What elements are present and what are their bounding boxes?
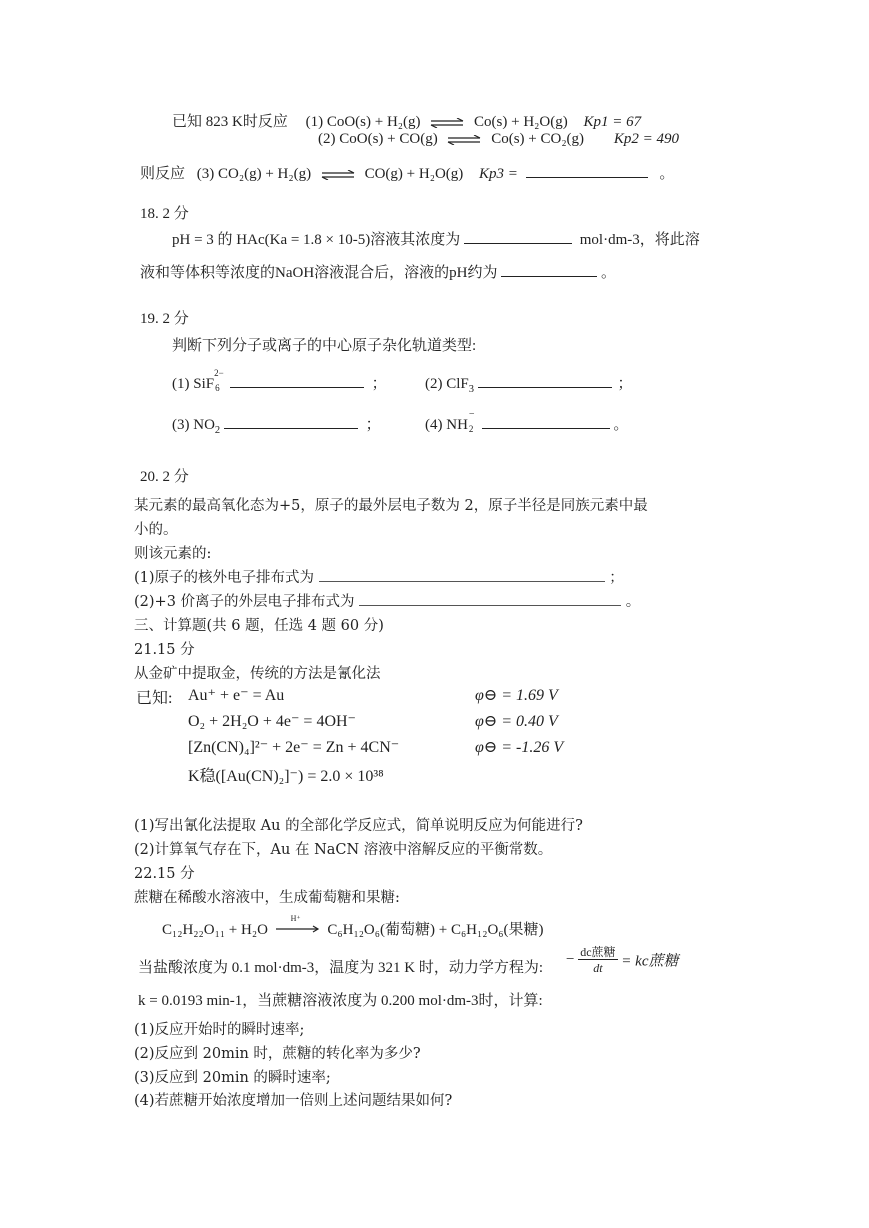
q18-header: 18. 2 分 — [140, 206, 189, 222]
q22-condition-a: 当盐酸浓度为 0.1 mol·dm-3，温度为 321 K 时，动力学方程为: — [138, 960, 543, 976]
q22-rate-fraction — [578, 946, 617, 974]
q22-rate-den: dt — [593, 961, 603, 975]
q18-line1-a: pH = 3 的 HAc(Ka = 1.8 × 10-5)溶液其浓度为 — [172, 232, 461, 248]
q22-condition-b: k = 0.0193 min-1，当蔗糖溶液浓度为 0.200 mol·dm-3时，计算: — [138, 993, 543, 1009]
q19-item-1-sup: 2− — [214, 368, 224, 378]
arrow-right-icon — [276, 925, 320, 933]
q19-intro: 判断下列分子或离子的中心原子杂化轨道类型: — [172, 338, 477, 354]
q19-item-3-label: (3) NO — [172, 417, 215, 433]
q20-line-3: 则该元素的: — [134, 546, 212, 562]
q17-given-prefix: 已知 823 K时反应 — [172, 114, 288, 130]
q17-r3-left: CO₂(g) + H₂(g) — [218, 166, 312, 182]
q21-eq-4: K稳([Au(CN)₂]⁻) = 2.0 × 10³⁸ — [188, 768, 384, 785]
q19-item-2-label: (2) ClF — [425, 376, 469, 392]
q18-line2-b: 。 — [601, 265, 617, 281]
q18-line1-b: mol·dm-3，将此溶 — [579, 232, 700, 248]
q22-question-3: (3)反应到 20min 的瞬时速率; — [134, 1070, 331, 1086]
q20-line-2: 小的。 — [134, 522, 178, 538]
q18-blank-1[interactable] — [464, 229, 572, 244]
q18-line-1 — [172, 228, 700, 249]
q17-given-line-1 — [172, 110, 641, 131]
q21-phi-2: φ⊖ = 0.40 V — [475, 713, 558, 730]
equilibrium-arrow-icon — [430, 118, 464, 128]
q19-item-2 — [425, 372, 633, 395]
q20-header: 20. 2 分 — [140, 469, 189, 485]
q19-item-4-label: (4) NH — [425, 417, 468, 433]
q20-line4-text: (1)原子的核外电子排布式为 — [134, 570, 315, 586]
q19-header: 19. 2 分 — [140, 311, 189, 327]
q17-answer-blank[interactable] — [526, 163, 648, 178]
q19-item-4-sup: − — [468, 409, 475, 420]
q17-given-line-2 — [318, 131, 679, 148]
q19-item-1-label: (1) SiF — [172, 376, 215, 392]
q20-blank-2[interactable] — [359, 592, 621, 606]
q21-phi-1: φ⊖ = 1.69 V — [475, 687, 558, 704]
q19-item-1-sub: 6 — [215, 383, 220, 393]
q21-eq-3: [Zn(CN)₄]²⁻ + 2e⁻ = Zn + 4CN⁻ — [188, 739, 400, 756]
q22-reaction — [162, 914, 544, 939]
q17-r3-prefix: 则反应 — [140, 166, 186, 182]
q22-rate-rhs: = kc蔗糖 — [621, 953, 679, 970]
q20-line4-end: ； — [609, 570, 624, 586]
q20-line5-end: 。 — [625, 594, 641, 610]
q18-line2-a: 液和等体积等浓度的NaOH溶液混合后，溶液的pH约为 — [140, 265, 498, 281]
q22-intro: 蔗糖在稀酸水溶液中，生成葡萄糖和果糖: — [134, 890, 400, 906]
q18-blank-2[interactable] — [501, 262, 597, 277]
q19-item-2-end: ； — [617, 376, 633, 392]
q20-line-5 — [134, 590, 640, 611]
q21-eq-1: Au⁺ + e⁻ = Au — [188, 687, 285, 704]
q19-item-4 — [425, 409, 629, 434]
q20-line5-text: (2)+3 价离子的外层电子排布式为 — [134, 594, 355, 610]
q22-question-1: (1)反应开始时的瞬时速率; — [134, 1022, 305, 1038]
q17-r1-left: CoO(s) + H₂(g) — [326, 114, 421, 130]
q21-header: 21.15 分 — [134, 642, 195, 658]
q19-item-3 — [172, 413, 381, 436]
q17-r3-k: Kp3 = — [479, 166, 518, 182]
q21-phi-3: φ⊖ = -1.26 V — [475, 739, 564, 756]
q19-item-2-sub: 3 — [468, 384, 475, 395]
equilibrium-arrow-icon — [447, 135, 481, 145]
q17-question-line — [140, 162, 674, 183]
q21-eq-2: O₂ + 2H₂O + 4e⁻ = 4OH⁻ — [188, 713, 356, 730]
q19-blank-1[interactable] — [230, 373, 364, 388]
q17-r1-k: Kp1 = 67 — [583, 114, 642, 130]
q19-blank-3[interactable] — [224, 414, 358, 429]
q19-blank-4[interactable] — [482, 414, 610, 429]
q22-header: 22.15 分 — [134, 866, 195, 882]
q17-r2-right: Co(s) + CO₂(g) — [491, 131, 585, 147]
q22-reaction-arrow — [276, 914, 320, 934]
q17-end: 。 — [659, 166, 675, 182]
q20-line-1: 某元素的最高氧化态为+5，原子的最外层电子数为 2，原子半径是同族元素中最 — [134, 498, 648, 514]
q17-r3-label: (3) — [196, 166, 215, 182]
section-3-title: 三、计算题(共 6 题，任选 4 题 60 分) — [134, 618, 384, 634]
q22-question-2: (2)反应到 20min 时，蔗糖的转化率为多少? — [134, 1046, 421, 1062]
q22-rate-num: dc蔗糖 — [580, 945, 616, 959]
q19-item-3-end: ； — [365, 417, 381, 433]
q19-item-4-end: 。 — [613, 417, 629, 433]
q22-question-4: (4)若蔗糖开始浓度增加一倍则上述问题结果如何? — [134, 1093, 453, 1109]
q21-intro: 从金矿中提取金，传统的方法是氰化法 — [134, 666, 381, 682]
q17-r3-right: CO(g) + H₂O(g) — [364, 166, 464, 182]
q22-rate-equation: − $\frac{\text{dc蔗糖}}{dt}$ = kc蔗糖 — [566, 945, 679, 975]
q22-reaction-left: C₁₂H₂₂O₁₁ + H₂O — [162, 922, 268, 938]
q18-line-2 — [140, 261, 616, 282]
q17-r2-k: Kp2 = 490 — [613, 131, 679, 147]
q20-line-4 — [134, 566, 624, 587]
q17-r2-label: (2) — [318, 131, 336, 147]
q19-item-1 — [172, 368, 387, 393]
equilibrium-arrow-icon — [321, 170, 355, 180]
q21-question-2: (2)计算氧气存在下，Au 在 NaCN 溶液中溶解反应的平衡常数。 — [134, 842, 553, 858]
q17-r2-left: CoO(s) + CO(g) — [339, 131, 438, 147]
q21-given-label: 已知: — [136, 690, 173, 707]
q17-r1-label: (1) — [305, 114, 324, 130]
q19-item-4-sub: 2 — [468, 424, 474, 434]
q19-item-1-end: ； — [371, 376, 387, 392]
q21-question-1: (1)写出氰化法提取 Au 的全部化学反应式，简单说明反应为何能进行? — [134, 818, 583, 834]
q17-r1-right: Co(s) + H₂O(g) — [474, 114, 568, 130]
q20-blank-1[interactable] — [319, 568, 605, 582]
q22-reaction-right: C₆H₁₂O₆(葡萄糖) + C₆H₁₂O₆(果糖) — [327, 922, 544, 938]
q19-item-3-sub: 2 — [214, 425, 221, 436]
q22-catalyst: H⁺ — [290, 914, 301, 923]
q19-blank-2[interactable] — [478, 373, 612, 388]
